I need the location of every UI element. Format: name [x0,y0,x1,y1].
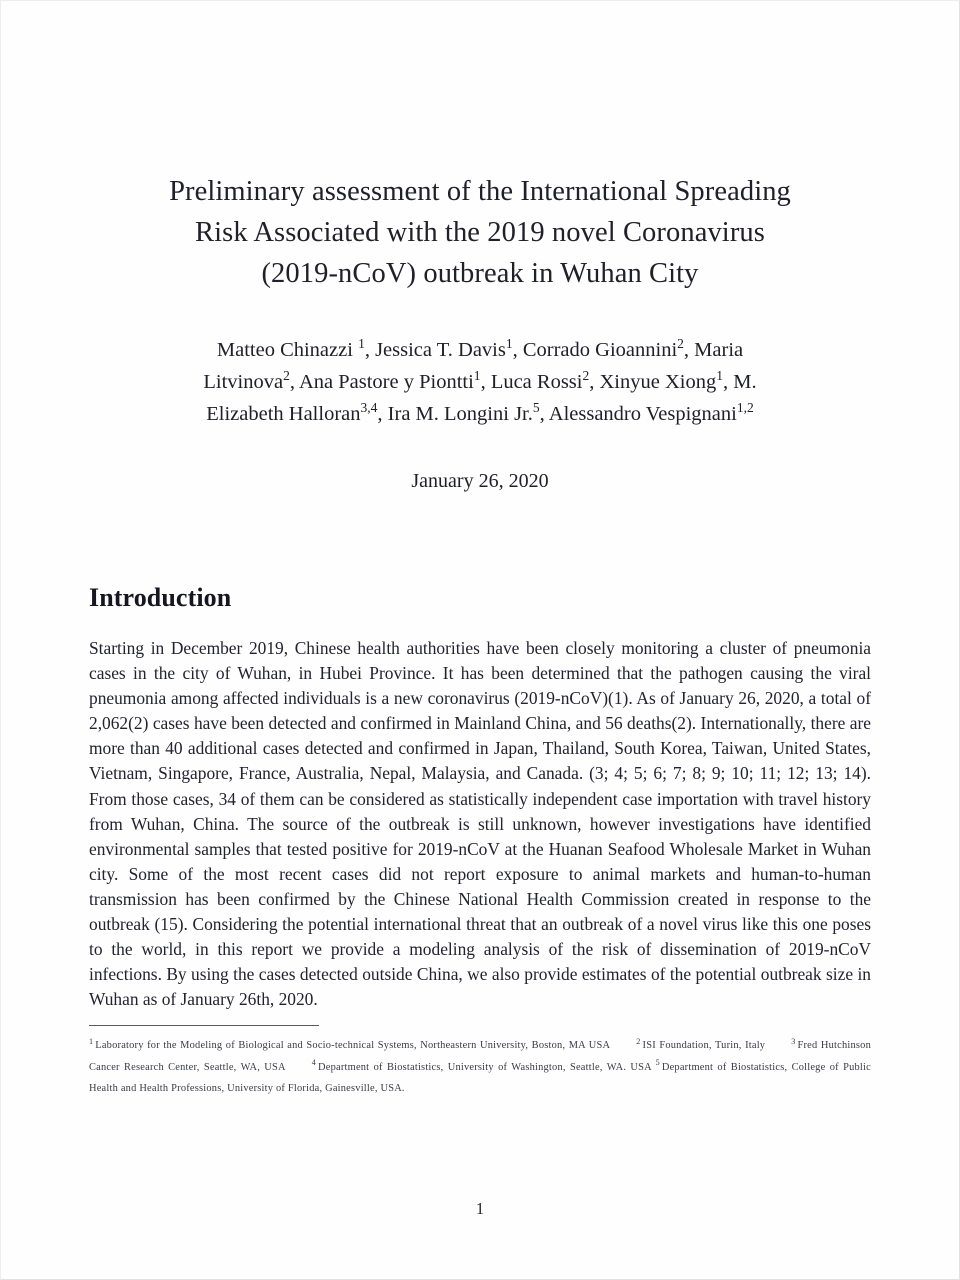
author-name: , Ira M. Longini Jr. [377,403,533,425]
footnote-marker-5: 5 [655,1058,660,1068]
author-line-2 [117,366,843,398]
affiliation-marker: 1 [716,368,723,384]
author-name: , Ana Pastore y Piontti [289,371,474,393]
affiliation-footnotes [89,1035,871,1100]
footnote-text-3: Fred Hutchinson Cancer Research Center, Seattle, WA, USA [89,1040,871,1073]
footnote-text-5: Department of Biostatistics, College of Public Health and Health Professions, University of Florida, Gainesville, USA. [89,1061,871,1094]
author-name: , Jessica T. Davis [364,339,506,361]
author-name: , Alessandro Vespignani [539,403,737,425]
affiliation-marker: 2 [283,368,290,384]
footnote-rule [89,1025,319,1026]
affiliation-marker: 2 [677,336,684,352]
author-name: Matteo Chinazzi [216,339,359,361]
footnote-marker-4: 4 [311,1058,317,1068]
title-line-1: Preliminary assessment of the International Spreading [169,176,791,207]
author-name: , Luca Rossi [480,371,583,393]
author-list [89,334,871,430]
author-name: Litvinova [203,371,284,393]
affiliation-marker: 1 [505,336,513,352]
affiliation-marker: 3,4 [360,400,378,416]
title-line-2: Risk Associated with the 2019 novel Coronavirus [195,217,765,248]
affiliation-marker: 2 [582,368,590,384]
title-line-3: (2019-nCoV) outbreak in Wuhan City [261,258,699,289]
author-name: , M. [723,371,757,393]
author-name: , Maria [683,339,744,361]
page-number: 1 [475,1199,485,1218]
footnote-marker-1: 1 [89,1036,94,1046]
author-name: , Corrado Gioannini [512,339,678,361]
affiliation-marker: 5 [532,400,540,416]
footnote-area [89,1025,871,1100]
author-line-3 [117,398,843,430]
page-title [89,171,871,294]
footnote-text-2: ISI Foundation, Turin, Italy [642,1040,766,1051]
affiliation-marker: 1,2 [736,400,754,416]
footnote-text-1: Laboratory for the Modeling of Biological and Socio-technical Systems, Northeastern University, Boston, MA USA [95,1040,611,1051]
introduction-paragraph: Starting in December 2019, Chinese health authorities have been closely monitoring a cluster of pneumonia cases in the city of Wuhan, in Hubei Province. It has been determined that the pathogen causing the viral pneumonia among affected individuals is a new coronavirus (2019-nCoV)(1). As of January 26, 2020, a total of 2,062(2) cases have been detected and confirmed in Mainland China, and 56 deaths(2). Internationally, there are more than 40 additional cases detected and confirmed in Japan, Thailand, South Korea, Taiwan, United States, Vietnam, Singapore, France, Australia, Nepal, Malaysia, and Canada. (3; 4; 5; 6; 7; 8; 9; 10; 11; 12; 13; 14). From those cases, 34 of them can be considered as statistically independent case importation with travel history from Wuhan, China. The source of the outbreak is still unknown, however investigations have identified environmental samples that tested positive for 2019-nCoV at the Huanan Seafood Wholesale Market in Wuhan city. Some of the most recent cases did not report exposure to animal markets and human-to-human transmission has been confirmed by the Chinese National Health Commission created in response to the outbreak (15). Considering the potential international threat that an outbreak of a novel virus like this one poses to the world, in this report we provide a modeling analysis of the risk of dissemination of 2019-nCoV infections. By using the cases detected outside China, we also provide estimates of the potential outbreak size in Wuhan as of January 26th, 2020. [89,638,871,1010]
publication-date: January 26, 2020 [411,470,549,492]
affiliation-marker: 1 [473,368,481,384]
footnote-marker-3: 3 [791,1036,796,1046]
affiliation-marker: 1 [358,336,365,352]
section-heading-introduction: Introduction [89,583,232,612]
author-name: Elizabeth Halloran [206,403,361,425]
author-name: , Xinyue Xiong [589,371,717,393]
footnote-text-4: Department of Biostatistics, University of Washington, Seattle, WA. USA [318,1061,652,1073]
footnote-marker-2: 2 [636,1036,641,1046]
title-block [89,1,871,494]
author-line-1 [117,334,843,366]
introduction-body [89,636,871,1012]
